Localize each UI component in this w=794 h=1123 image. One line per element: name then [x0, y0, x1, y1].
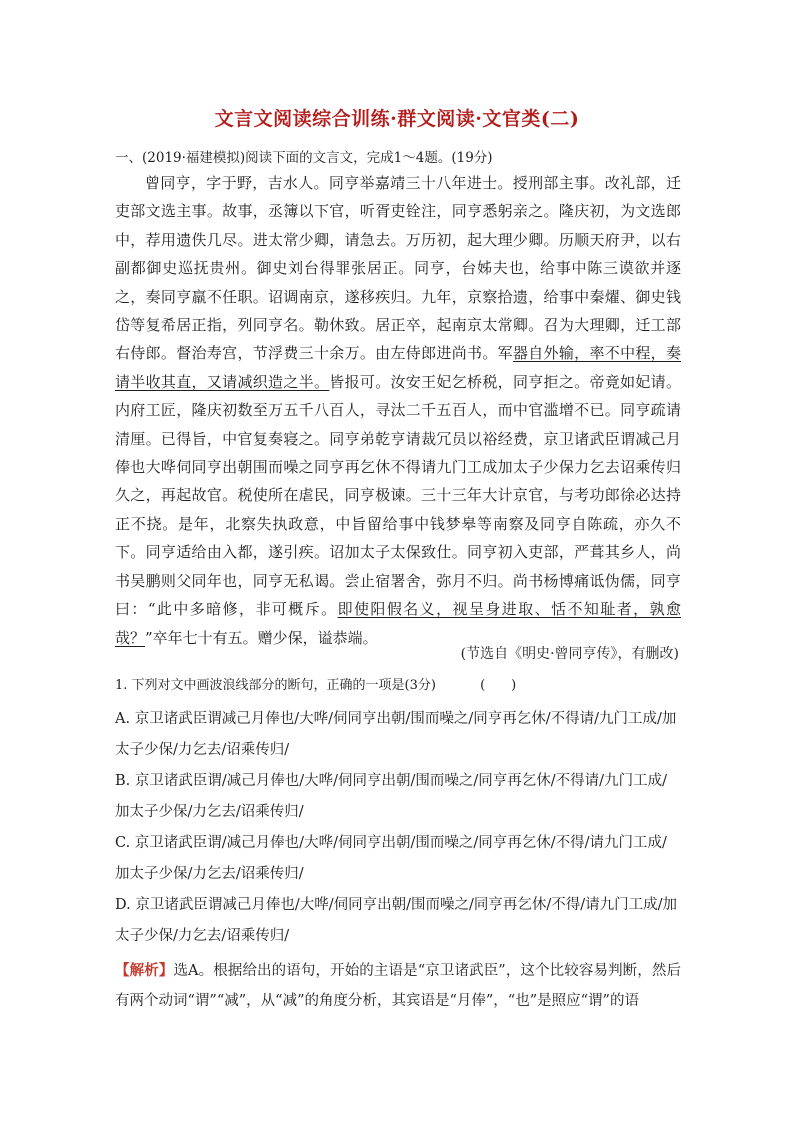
option-c: C. 京卫诸武臣谓/减己月俸也/大哗/伺同亨出朝/围而噪之/同亨再乞休/不得/请九门工成/加太子少保/力乞去/诏乘传归/: [115, 835, 667, 882]
question-1-stem: 1. 下列对文中画波浪线部分的断句，正确的一项是(3分): [115, 678, 436, 693]
wavy-underlined-section: 京卫诸武臣谓减己月俸也大哗伺同亨出朝围而噪之同亨再乞休不得请九门工成加太子少保力乞去诏乘传归久之，: [115, 429, 681, 505]
answer-blank: ( ): [480, 678, 517, 693]
question-1: [115, 672, 681, 700]
passage-text-4: ”卒年七十有五。赠少保，谥恭端。: [145, 628, 378, 647]
analysis-tag: 【解析】: [115, 962, 174, 979]
passage-text-1: 曾同亨，字于野，吉水人。同亨举嘉靖三十八年进士。授刑部主事。改礼部，迁吏部文选主事。故事，丞簿以下官，听胥吏铨注，同亨悉躬亲之。隆庆初，为文选郎中，荐用遗佚几尽。进太常少卿，请急去。万历初，起大理少卿。历顺天府尹，以右副都御史巡抚贵州。御史刘台得罪张居正。同亨，台姊夫也，给事中陈三谟欲并逐之，奏同亨羸不任职。诏调南京，遂移疾归。九年，京察拾遗，给事中秦燿、御史钱岱等复希居正指，列同亨名。勒休致。居正卒，起南京太常卿。召为大理卿，迁工部右侍郎。督治寿宫，节浮费三十余万。由左侍郎进尚书。军: [115, 174, 681, 363]
passage-text-2: 皆报可。汝安王妃乞桥税，同亨拒之。帝竟如妃请。内府工匠，隆庆初数至万五千八百人，寻汰二千五百人，而中官滥增不已。同亨疏请清厘。已得旨，中官复奏寝之。同亨弟乾亨请裁冗员以裕经费，: [115, 372, 681, 448]
classical-passage: [115, 169, 681, 652]
analysis-text: 选A。根据给出的语句，开始的主语是“京卫诸武臣”，这个比较容易判断，然后有两个动词“谓”“减”，从“减”的角度分析，其宾语是“月俸”，“也”是照应“谓”的语: [115, 963, 682, 1009]
section-heading: 一、(2019·福建模拟)阅读下面的文言文，完成1～4题。(19分): [115, 150, 493, 166]
option-a: A. 京卫诸武臣谓减己月俸也/大哗/伺同亨出朝/围而噪之/同亨再乞休/不得请/九门工成/加太子少保/力乞去/诏乘传归/: [115, 711, 677, 758]
analysis-block: [115, 956, 681, 1016]
underlined-sentence-1: 器自外输，率不中程，奏请半收其直，又请减织造之半。: [115, 344, 681, 391]
source-citation: (节选自《明史·曾同亨传》，有删改): [460, 646, 679, 662]
passage-text-3: 再起故官。税使所在虐民，同亨极谏。三十三年大计京官，与考功郎徐必达持正不挠。是年，北察失执政意，中旨留给事中钱梦皋等南察及同亨自陈疏，亦久不下。同亨适给由入都，遂引疾。诏加太子太保致仕。同亨初入吏部，严葺其乡人，尚书吴鹏则父同年也，同亨无私谒。尝止宿署舍，弥月不归。尚书杨博痛诋伪儒，同亨曰：“此中多暗修，非可概斥。: [115, 486, 681, 619]
option-d: D. 京卫诸武臣谓减己月俸也/大哗/伺同亨出朝/围而噪之/同亨再乞休/不得/请九门工成/加太子少保/力乞去/诏乘传归/: [115, 897, 678, 944]
question-1-options: [115, 704, 681, 952]
underlined-sentence-2: 即使阳假名义，视呈身进取、恬不知耻者，孰愈哉？: [115, 600, 681, 647]
option-b: B. 京卫诸武臣谓/减己月俸也/大哗/伺同亨出朝/围而噪之/同亨再乞休/不得请/九门工成/加太子少保/力乞去/诏乘传归/: [115, 773, 667, 820]
passage-paragraph: [115, 169, 681, 652]
document-title: 文言文阅读综合训练·群文阅读·文官类(二): [214, 108, 580, 130]
